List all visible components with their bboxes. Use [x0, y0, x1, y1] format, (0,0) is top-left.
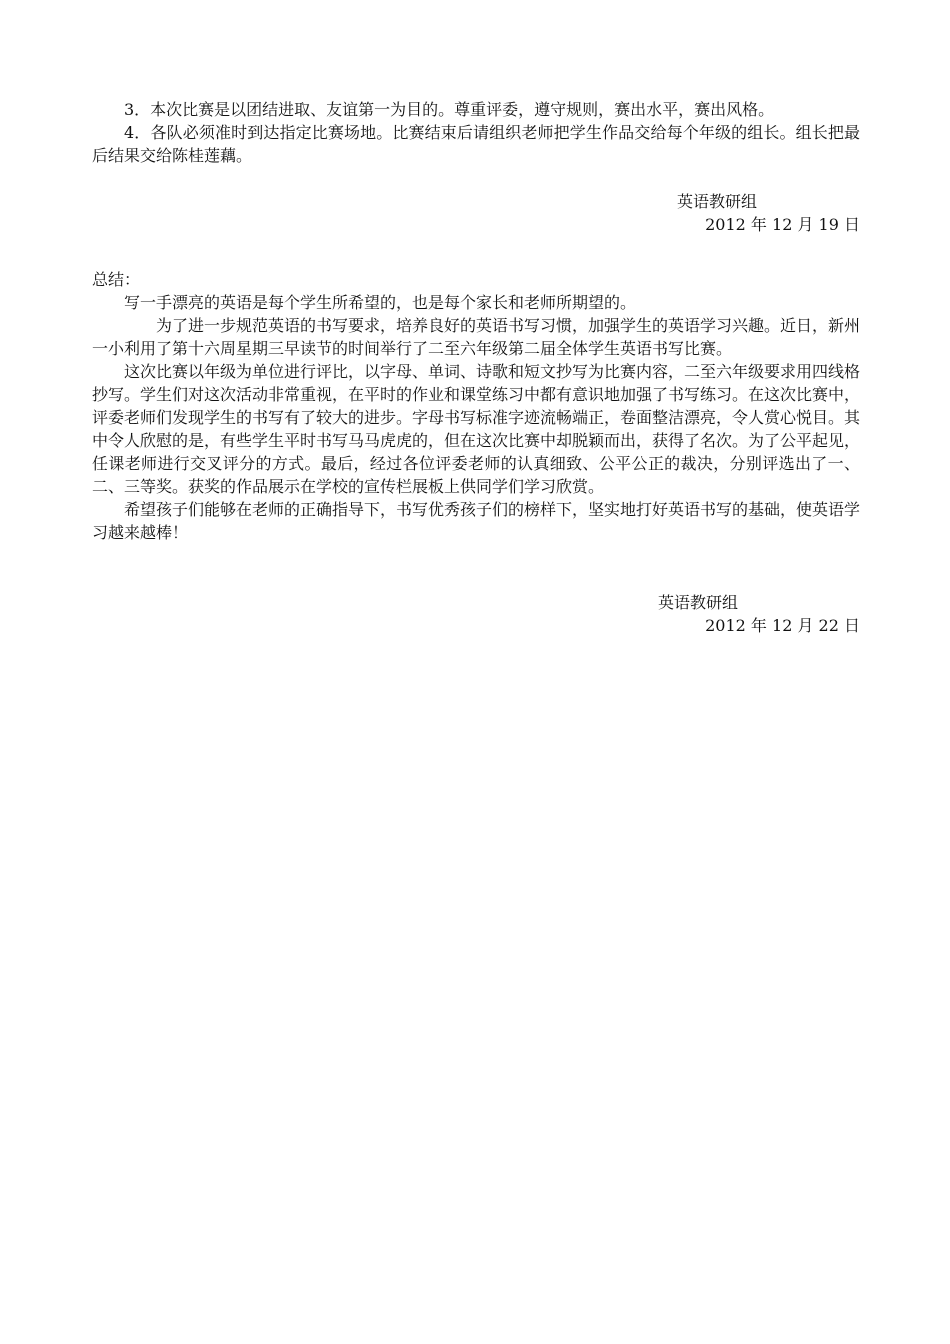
summary-paragraph-4: 希望孩子们能够在老师的正确指导下，书写优秀孩子们的榜样下，坚实地打好英语书写的基础，使英语学习越来越棒！	[92, 500, 861, 542]
summary-signature-org: 英语教研组	[657, 593, 738, 612]
summary-paragraph-2: 为了进一步规范英语的书写要求，培养良好的英语书写习惯，加强学生的英语学习兴趣。近日，新州一小利用了第十六周星期三早读节的时间举行了二至六年级第二届全体学生英语书写比赛。	[92, 316, 861, 358]
notice-signature-org: 英语教研组	[676, 192, 757, 211]
notice-item-3: 3．本次比赛是以团结进取、友谊第一为目的。尊重评委，遵守规则，赛出水平，赛出风格。	[124, 100, 775, 119]
notice-item-4: 4．各队必须准时到达指定比赛场地。比赛结束后请组织老师把学生作品交给每个年级的组长。组长把最后结果交给陈桂莲藕。	[92, 123, 860, 165]
document-page	[92, 98, 860, 637]
summary-paragraph-3: 这次比赛以年级为单位进行评比，以字母、单词、诗歌和短文抄写为比赛内容，二至六年级要求用四线格抄写。学生们对这次活动非常重视，在平时的作业和课堂练习中都有意识地加强了书写练习。在这次比赛中，评委老师们发现学生的书写有了较大的进步。字母书写标准字迹流畅端正，卷面整洁漂亮，令人赏心悦目。其中令人欣慰的是，有些学生平时书写马马虎虎的，但在这次比赛中却脱颖而出，获得了名次。为了公平起见，任课老师进行交叉评分的方式。最后，经过各位评委老师的认真细致、公平公正的裁决，分别评选出了一、二、三等奖。获奖的作品展示在学校的宣传栏展板上供同学们学习欣赏。	[92, 362, 861, 496]
summary-paragraph-1: 写一手漂亮的英语是每个学生所希望的，也是每个家长和老师所期望的。	[124, 293, 637, 312]
summary-signature-date: 2012 年 12 月 22 日	[705, 616, 860, 635]
summary-label: 总结：	[92, 270, 141, 289]
notice-signature-date: 2012 年 12 月 19 日	[705, 215, 860, 234]
